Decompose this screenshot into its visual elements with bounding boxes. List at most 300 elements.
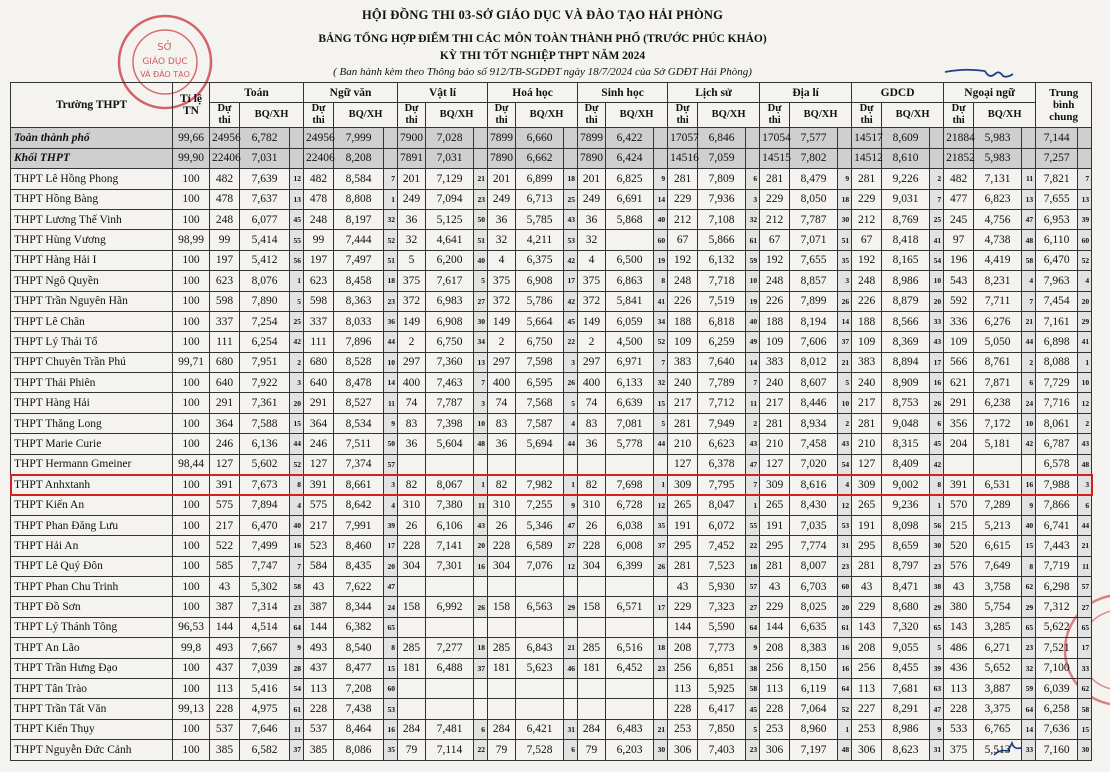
candidates-count: 295: [852, 536, 882, 556]
rank-badge: 19: [746, 291, 760, 311]
candidates-count: 246: [304, 434, 334, 454]
header-subject: Ngoại ngữ: [944, 83, 1036, 103]
rank-badge: 7: [930, 189, 944, 209]
candidates-count: 158: [488, 597, 516, 617]
candidates-count: 201: [398, 169, 426, 189]
rank-badge: 42: [564, 250, 578, 270]
overall-rank: 2: [1078, 413, 1092, 433]
rank-badge: 1: [290, 271, 304, 291]
header-du-thi: Dự thi: [760, 103, 790, 128]
overall-rank: 13: [1078, 189, 1092, 209]
rank-badge: 53: [384, 699, 398, 719]
rank-badge: 47: [930, 699, 944, 719]
candidates-count: [488, 454, 516, 474]
rank-badge: 18: [654, 638, 668, 658]
candidates-count: [398, 678, 426, 698]
average-score: 6,825: [606, 169, 654, 189]
table-row: [11, 638, 1092, 658]
rank-badge: 15: [384, 658, 398, 678]
school-name: THPT Anhxtanh: [11, 475, 173, 495]
candidates-count: 204: [944, 434, 974, 454]
pass-rate: 98,44: [173, 454, 210, 474]
average-score: 8,659: [882, 536, 930, 556]
average-score: 6,908: [516, 271, 564, 291]
header-du-thi: Dự thi: [578, 103, 606, 128]
candidates-count: 253: [760, 719, 790, 739]
rank-badge: 60: [384, 678, 398, 698]
average-score: 7,360: [426, 352, 474, 372]
average-score: 6,899: [516, 169, 564, 189]
rank-badge: 40: [746, 311, 760, 331]
average-score: 6,818: [698, 311, 746, 331]
average-score: 7,081: [606, 413, 654, 433]
svg-text:VÀ ĐÀO TẠO: VÀ ĐÀO TẠO: [140, 70, 190, 79]
rank-badge: 16: [290, 536, 304, 556]
rank-badge: 63: [930, 678, 944, 698]
rank-badge: 4: [1022, 271, 1036, 291]
candidates-count: 191: [760, 515, 790, 535]
candidates-count: 576: [944, 556, 974, 576]
average-score: 5,778: [606, 434, 654, 454]
overall-rank: [1078, 128, 1092, 148]
pass-rate: 100: [173, 250, 210, 270]
pass-rate: 100: [173, 495, 210, 515]
average-score: 5,414: [240, 230, 290, 250]
candidates-count: 228: [760, 699, 790, 719]
rank-badge: 43: [746, 434, 760, 454]
average-score: 8,315: [882, 434, 930, 454]
header-bq: BQ/XH: [698, 103, 760, 128]
candidates-count: 14517: [852, 128, 882, 148]
rank-badge: 45: [290, 209, 304, 229]
average-score: 6,992: [426, 597, 474, 617]
candidates-count: 188: [668, 311, 698, 331]
rank-badge: 5: [474, 271, 488, 291]
average-score: 7,289: [974, 495, 1022, 515]
candidates-count: 212: [760, 209, 790, 229]
rank-badge: 10: [384, 352, 398, 372]
candidates-count: [578, 454, 606, 474]
rank-badge: 53: [564, 230, 578, 250]
rank-badge: 22: [564, 332, 578, 352]
average-score: 7,894: [240, 495, 290, 515]
school-name: THPT Lương Thế Vinh: [11, 209, 173, 229]
average-score: 6,516: [606, 638, 654, 658]
average-score: [606, 699, 654, 719]
rank-badge: 15: [1022, 536, 1036, 556]
average-score: 6,908: [426, 311, 474, 331]
rank-badge: 3: [474, 393, 488, 413]
average-score: 6,417: [698, 699, 746, 719]
candidates-count: 181: [398, 658, 426, 678]
candidates-count: 181: [488, 658, 516, 678]
rank-badge: 2: [838, 413, 852, 433]
rank-badge: 55: [290, 230, 304, 250]
rank-badge: 43: [474, 515, 488, 535]
rank-badge: 23: [654, 658, 668, 678]
candidates-count: 575: [304, 495, 334, 515]
average-score: 8,797: [882, 556, 930, 576]
average-score: 7,637: [240, 189, 290, 209]
average-score: 7,871: [974, 373, 1022, 393]
overall-average: 7,521: [1036, 638, 1078, 658]
candidates-count: 387: [304, 597, 334, 617]
candidates-count: 520: [944, 536, 974, 556]
candidates-count: [578, 699, 606, 719]
rank-badge: 9: [838, 169, 852, 189]
table-row: [11, 352, 1092, 372]
rank-badge: [474, 699, 488, 719]
rank-badge: 53: [838, 515, 852, 535]
average-score: 5,785: [516, 209, 564, 229]
header-subject: Lịch sử: [668, 83, 760, 103]
average-score: 4,975: [240, 699, 290, 719]
school-name: THPT Phan Đăng Lưu: [11, 515, 173, 535]
candidates-count: 306: [760, 740, 790, 760]
average-score: 6,399: [606, 556, 654, 576]
overall-rank: 65: [1078, 617, 1092, 637]
header-du-thi: Dự thi: [852, 103, 882, 128]
header-bq: BQ/XH: [334, 103, 398, 128]
candidates-count: 310: [398, 495, 426, 515]
candidates-count: 14512: [852, 148, 882, 168]
candidates-count: 387: [210, 597, 240, 617]
rank-badge: 6: [564, 740, 578, 760]
candidates-count: 228: [944, 699, 974, 719]
rank-badge: 16: [838, 658, 852, 678]
average-score: 8,986: [882, 719, 930, 739]
rank-badge: 23: [838, 556, 852, 576]
candidates-count: 226: [668, 291, 698, 311]
candidates-count: 67: [852, 230, 882, 250]
average-score: 7,374: [334, 454, 384, 474]
rank-badge: 45: [746, 699, 760, 719]
candidates-count: 14515: [760, 148, 790, 168]
candidates-count: 127: [852, 454, 882, 474]
candidates-count: 623: [304, 271, 334, 291]
rank-badge: [474, 454, 488, 474]
candidates-count: 575: [210, 495, 240, 515]
average-score: 7,481: [426, 719, 474, 739]
average-score: 8,680: [882, 597, 930, 617]
average-score: 6,595: [516, 373, 564, 393]
pass-rate: 98,99: [173, 230, 210, 250]
candidates-count: 304: [398, 556, 426, 576]
header-du-thi: Dự thi: [304, 103, 334, 128]
rank-badge: 10: [746, 271, 760, 291]
candidates-count: 253: [852, 719, 882, 739]
average-score: 7,617: [426, 271, 474, 291]
rank-badge: 60: [654, 230, 668, 250]
average-score: 8,409: [882, 454, 930, 474]
overall-average: 6,898: [1036, 332, 1078, 352]
average-score: 5,050: [974, 332, 1022, 352]
average-score: [606, 617, 654, 637]
candidates-count: 281: [760, 169, 790, 189]
average-score: 5,346: [516, 515, 564, 535]
rank-badge: 11: [746, 393, 760, 413]
average-score: 8,607: [790, 373, 838, 393]
rank-badge: 52: [654, 332, 668, 352]
average-score: 7,314: [240, 597, 290, 617]
school-name: THPT Hồng Bàng: [11, 189, 173, 209]
average-score: 7,646: [240, 719, 290, 739]
rank-badge: 23: [384, 291, 398, 311]
average-score: 7,649: [974, 556, 1022, 576]
svg-text:GIÁO DỤC: GIÁO DỤC: [142, 57, 188, 67]
overall-average: 7,719: [1036, 556, 1078, 576]
overall-average: 6,039: [1036, 678, 1078, 698]
table-row: [11, 536, 1092, 556]
pass-rate: 99,13: [173, 699, 210, 719]
candidates-count: 533: [944, 719, 974, 739]
average-score: 7,172: [974, 413, 1022, 433]
candidates-count: 537: [304, 719, 334, 739]
average-score: [606, 678, 654, 698]
candidates-count: 227: [852, 699, 882, 719]
candidates-count: 2: [578, 332, 606, 352]
pass-rate: 100: [173, 413, 210, 433]
rank-badge: 2: [290, 352, 304, 372]
average-score: 8,150: [790, 658, 838, 678]
rank-badge: 8: [1022, 556, 1036, 576]
average-score: 8,369: [882, 332, 930, 352]
rank-badge: [838, 128, 852, 148]
rank-badge: 26: [930, 393, 944, 413]
pass-rate: 100: [173, 271, 210, 291]
average-score: 7,254: [240, 311, 290, 331]
average-score: 6,238: [974, 393, 1022, 413]
candidates-count: 99: [210, 230, 240, 250]
table-row: [11, 699, 1092, 719]
candidates-count: 592: [944, 291, 974, 311]
school-name: THPT Thái Phiên: [11, 373, 173, 393]
average-score: 8,076: [240, 271, 290, 291]
candidates-count: 295: [760, 536, 790, 556]
average-score: 7,064: [790, 699, 838, 719]
header-du-thi: Dự thi: [944, 103, 974, 128]
candidates-count: [398, 617, 426, 637]
average-score: 7,747: [240, 556, 290, 576]
rank-badge: 47: [746, 454, 760, 474]
average-score: 7,949: [698, 413, 746, 433]
rank-badge: 9: [654, 169, 668, 189]
candidates-count: 74: [398, 393, 426, 413]
rank-badge: 61: [290, 699, 304, 719]
average-score: 6,846: [698, 128, 746, 148]
rank-badge: 35: [654, 515, 668, 535]
average-score: 5,930: [698, 576, 746, 596]
table-header: [11, 83, 1092, 128]
rank-badge: [1022, 454, 1036, 474]
candidates-count: 22406: [304, 148, 334, 168]
average-score: 9,048: [882, 413, 930, 433]
table-row: [11, 271, 1092, 291]
overall-average: 7,443: [1036, 536, 1078, 556]
average-score: 8,208: [334, 148, 384, 168]
pass-rate: 100: [173, 169, 210, 189]
candidates-count: 364: [304, 413, 334, 433]
candidates-count: 356: [944, 413, 974, 433]
average-score: 7,463: [426, 373, 474, 393]
average-score: 5,786: [516, 291, 564, 311]
candidates-count: 208: [760, 638, 790, 658]
rank-badge: 12: [654, 495, 668, 515]
average-score: 9,031: [882, 189, 930, 209]
average-score: 8,527: [334, 393, 384, 413]
candidates-count: 21852: [944, 148, 974, 168]
average-score: 7,380: [426, 495, 474, 515]
candidates-count: 375: [578, 271, 606, 291]
pass-rate: 100: [173, 189, 210, 209]
average-score: 7,802: [790, 148, 838, 168]
average-score: 9,226: [882, 169, 930, 189]
issuance-note: ( Ban hành kèm theo Thông báo số 912/TB-SGDĐT ngày 18/7/2024 của Sở GDĐT Hải Phòng): [333, 66, 752, 78]
average-score: 8,165: [882, 250, 930, 270]
school-name: THPT Hermann Gmeiner: [11, 454, 173, 474]
candidates-count: 79: [578, 740, 606, 760]
pass-rate: 100: [173, 515, 210, 535]
average-score: 6,424: [606, 148, 654, 168]
pass-rate: 100: [173, 678, 210, 698]
average-score: 8,418: [882, 230, 930, 250]
rank-badge: 32: [384, 209, 398, 229]
average-score: 5,983: [974, 148, 1022, 168]
rank-badge: 33: [1022, 740, 1036, 760]
average-score: 6,765: [974, 719, 1022, 739]
average-score: 9,002: [882, 475, 930, 495]
average-score: 7,598: [516, 352, 564, 372]
average-score: 7,774: [790, 536, 838, 556]
rank-badge: 14: [384, 373, 398, 393]
average-score: 7,519: [698, 291, 746, 311]
rank-badge: 4: [384, 495, 398, 515]
rank-badge: 6: [930, 413, 944, 433]
school-name: THPT Nguyễn Đức Cảnh: [11, 740, 173, 760]
rank-badge: 8: [384, 638, 398, 658]
average-score: 5,868: [606, 209, 654, 229]
average-score: 4,419: [974, 250, 1022, 270]
header-subject: Vật lí: [398, 83, 488, 103]
pass-rate: 96,53: [173, 617, 210, 637]
candidates-count: 249: [398, 189, 426, 209]
candidates-count: 2: [398, 332, 426, 352]
candidates-count: 149: [578, 311, 606, 331]
average-score: 8,344: [334, 597, 384, 617]
candidates-count: 482: [210, 169, 240, 189]
overall-rank: 39: [1078, 209, 1092, 229]
overall-rank: [1078, 148, 1092, 168]
rank-badge: 5: [746, 719, 760, 739]
candidates-count: 83: [398, 413, 426, 433]
average-score: 7,444: [334, 230, 384, 250]
rank-badge: 54: [838, 454, 852, 474]
average-score: 8,050: [790, 189, 838, 209]
table-row: [11, 617, 1092, 637]
average-score: 7,639: [240, 169, 290, 189]
average-score: 6,728: [606, 495, 654, 515]
rank-badge: 22: [746, 536, 760, 556]
table-row: [11, 230, 1092, 250]
average-score: 5,652: [974, 658, 1022, 678]
rank-badge: 20: [290, 393, 304, 413]
rank-badge: 18: [384, 271, 398, 291]
rank-badge: 26: [564, 373, 578, 393]
average-score: 6,378: [698, 454, 746, 474]
average-score: 6,375: [516, 250, 564, 270]
pass-rate: 100: [173, 373, 210, 393]
candidates-count: 36: [488, 209, 516, 229]
rank-badge: 55: [746, 515, 760, 535]
average-score: 5,983: [974, 128, 1022, 148]
rank-badge: [654, 148, 668, 168]
rank-badge: 57: [384, 454, 398, 474]
overall-rank: 27: [1078, 597, 1092, 617]
average-score: 8,194: [790, 311, 838, 331]
candidates-count: 26: [578, 515, 606, 535]
overall-average: 7,655: [1036, 189, 1078, 209]
candidates-count: 304: [578, 556, 606, 576]
rank-badge: 62: [1022, 576, 1036, 596]
average-score: 6,276: [974, 311, 1022, 331]
candidates-count: 477: [944, 189, 974, 209]
table-body: [11, 128, 1092, 760]
rank-badge: 65: [384, 617, 398, 637]
rank-badge: 27: [474, 291, 488, 311]
candidates-count: 14516: [668, 148, 698, 168]
candidates-count: 43: [210, 576, 240, 596]
rank-badge: 46: [564, 658, 578, 678]
average-score: 7,795: [698, 475, 746, 495]
rank-badge: 1: [746, 495, 760, 515]
overall-rank: 7: [1078, 169, 1092, 189]
candidates-count: 109: [668, 332, 698, 352]
average-score: [426, 699, 474, 719]
rank-badge: 23: [290, 597, 304, 617]
candidates-count: 36: [488, 434, 516, 454]
rank-badge: 11: [290, 719, 304, 739]
average-score: 5,694: [516, 434, 564, 454]
overall-rank: 57: [1078, 576, 1092, 596]
candidates-count: 113: [852, 678, 882, 698]
rank-badge: 1: [654, 475, 668, 495]
rank-badge: 34: [654, 311, 668, 331]
rank-badge: [564, 576, 578, 596]
candidates-count: 22406: [210, 148, 240, 168]
overall-average: 7,821: [1036, 169, 1078, 189]
header-subject: Toán: [210, 83, 304, 103]
average-score: 6,136: [240, 434, 290, 454]
candidates-count: 229: [668, 189, 698, 209]
council-heading: HỘI ĐỒNG THI 03-SỞ GIÁO DỤC VÀ ĐÀO TẠO HẢI PHÒNG: [361, 8, 724, 22]
candidates-count: 245: [944, 209, 974, 229]
candidates-count: 372: [578, 291, 606, 311]
average-score: [516, 576, 564, 596]
candidates-count: 281: [852, 169, 882, 189]
average-score: 8,584: [334, 169, 384, 189]
average-score: 6,200: [426, 250, 474, 270]
candidates-count: 621: [944, 373, 974, 393]
rank-badge: [474, 678, 488, 698]
candidates-count: 291: [210, 393, 240, 413]
rank-badge: [654, 454, 668, 474]
header-du-thi: Dự thi: [668, 103, 698, 128]
average-score: 8,934: [790, 413, 838, 433]
candidates-count: 127: [304, 454, 334, 474]
rank-badge: 3: [746, 189, 760, 209]
average-score: 7,698: [606, 475, 654, 495]
candidates-count: 217: [304, 515, 334, 535]
